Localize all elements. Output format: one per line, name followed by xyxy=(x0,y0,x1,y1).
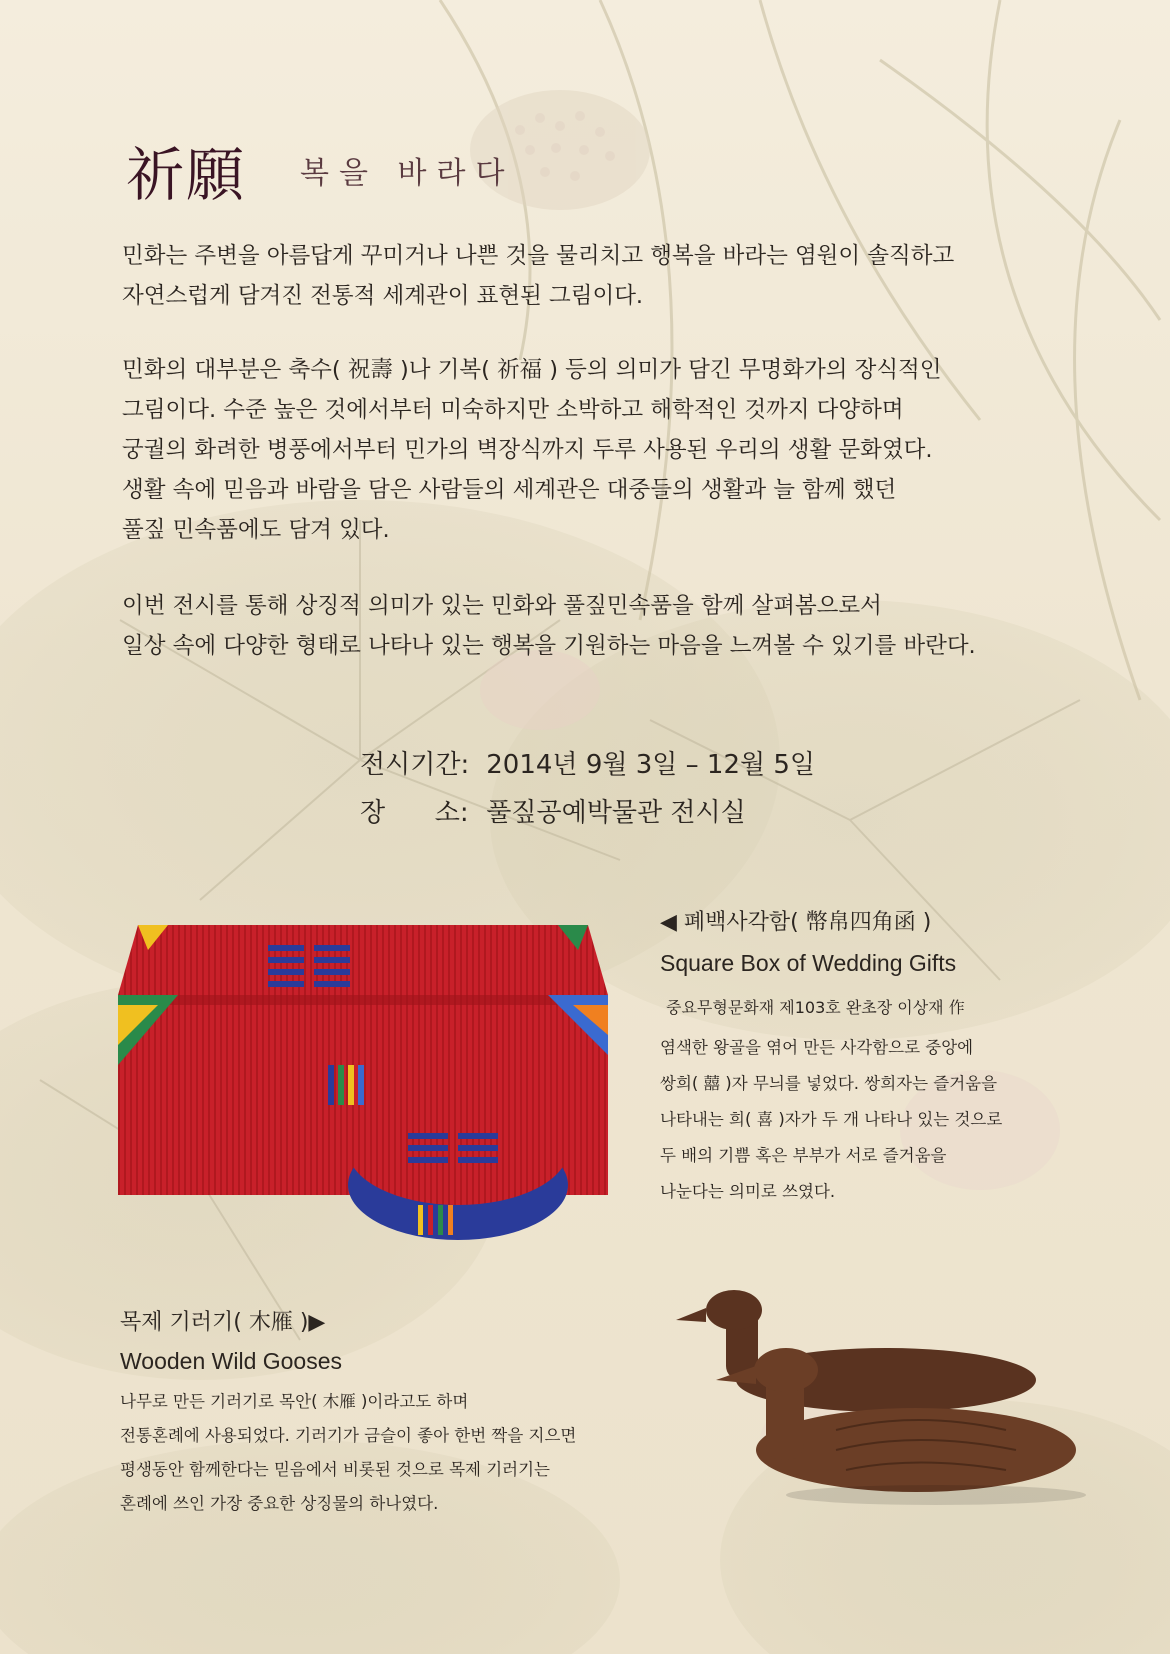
text-line: 민화는 주변을 아름답게 꾸미거나 나쁜 것을 물리치고 행복을 바라는 염원이 솔직하고 xyxy=(122,243,955,269)
item2-description xyxy=(120,1385,680,1521)
text-line: 풀짚 민속품에도 담겨 있다. xyxy=(122,517,390,543)
woven-box-photo xyxy=(118,905,638,1265)
intro-paragraph-2 xyxy=(122,350,1082,550)
text-line: 자연스럽게 담겨진 전통적 세계관이 표현된 그림이다. xyxy=(122,283,644,309)
text-line: 두 배의 기쁨 혹은 부부가 서로 즐거움을 xyxy=(660,1146,947,1165)
item1-description xyxy=(660,1030,1100,1210)
title-hanja: 祈願 xyxy=(126,141,247,209)
text-line: 궁궐의 화려한 병풍에서부터 민가의 벽장식까지 두루 사용된 우리의 생활 문화였다. xyxy=(122,437,933,463)
text-line: 생활 속에 믿음과 바람을 담은 사람들의 세계관은 대중들의 생활과 늘 함께 했던 xyxy=(122,477,897,503)
text-line: 그림이다. 수준 높은 것에서부터 미숙하지만 소박하고 해학적인 것까지 다양하며 xyxy=(122,397,904,423)
period-label: 전시기간: xyxy=(360,750,470,780)
text-line: 혼례에 쓰인 가장 중요한 상징물의 하나였다. xyxy=(120,1494,439,1513)
text-line: 나눈다는 의미로 쓰였다. xyxy=(660,1182,836,1201)
item1-title: ◀ 폐백사각함( 幣帛四角函 ) xyxy=(660,910,932,935)
item1-credit: 중요무형문화재 제103호 완초장 이상재 作 xyxy=(666,998,965,1017)
item2-caption xyxy=(120,1305,680,1521)
text-line: 전통혼례에 사용되었다. 기러기가 금슬이 좋아 한번 짝을 지으면 xyxy=(120,1426,577,1445)
exhibition-place xyxy=(360,792,746,829)
title-korean: 복을 바라다 xyxy=(300,156,515,191)
intro-paragraph-1 xyxy=(122,236,1082,316)
place-label: 장 소: xyxy=(360,798,469,828)
intro-paragraph-3 xyxy=(122,586,1082,666)
item1-english: Square Box of Wedding Gifts xyxy=(660,950,957,976)
text-line: 평생동안 함께한다는 믿음에서 비롯된 것으로 목제 기러기는 xyxy=(120,1460,550,1479)
item2-english: Wooden Wild Gooses xyxy=(120,1348,343,1374)
text-line: 쌍희( 囍 )자 무늬를 넣었다. 쌍희자는 즐거움을 xyxy=(660,1074,998,1093)
text-line: 나타내는 희( 喜 )자가 두 개 나타나 있는 것으로 xyxy=(660,1110,1003,1129)
item1-caption xyxy=(660,905,1100,1210)
text-line: 일상 속에 다양한 형태로 나타나 있는 행복을 기원하는 마음을 느껴볼 수 있기를 바란다. xyxy=(122,633,976,659)
place-value: 풀짚공예박물관 전시실 xyxy=(486,798,746,828)
period-value: 2014년 9월 3일 – 12월 5일 xyxy=(486,750,816,780)
text-line: 염색한 왕골을 엮어 만든 사각함으로 중앙에 xyxy=(660,1038,974,1057)
item2-title: 목제 기러기( 木雁 )▶ xyxy=(120,1310,326,1335)
wooden-geese-photo xyxy=(676,1280,1086,1520)
text-line: 민화의 대부분은 축수( 祝壽 )나 기복( 祈福 ) 등의 의미가 담긴 무명화가의 장식적인 xyxy=(122,357,942,383)
text-line: 나무로 만든 기러기로 목안( 木雁 )이라고도 하며 xyxy=(120,1392,469,1411)
exhibition-period xyxy=(360,744,815,781)
text-line: 이번 전시를 통해 상징적 의미가 있는 민화와 풀짚민속품을 함께 살펴봄으로서 xyxy=(122,593,882,619)
